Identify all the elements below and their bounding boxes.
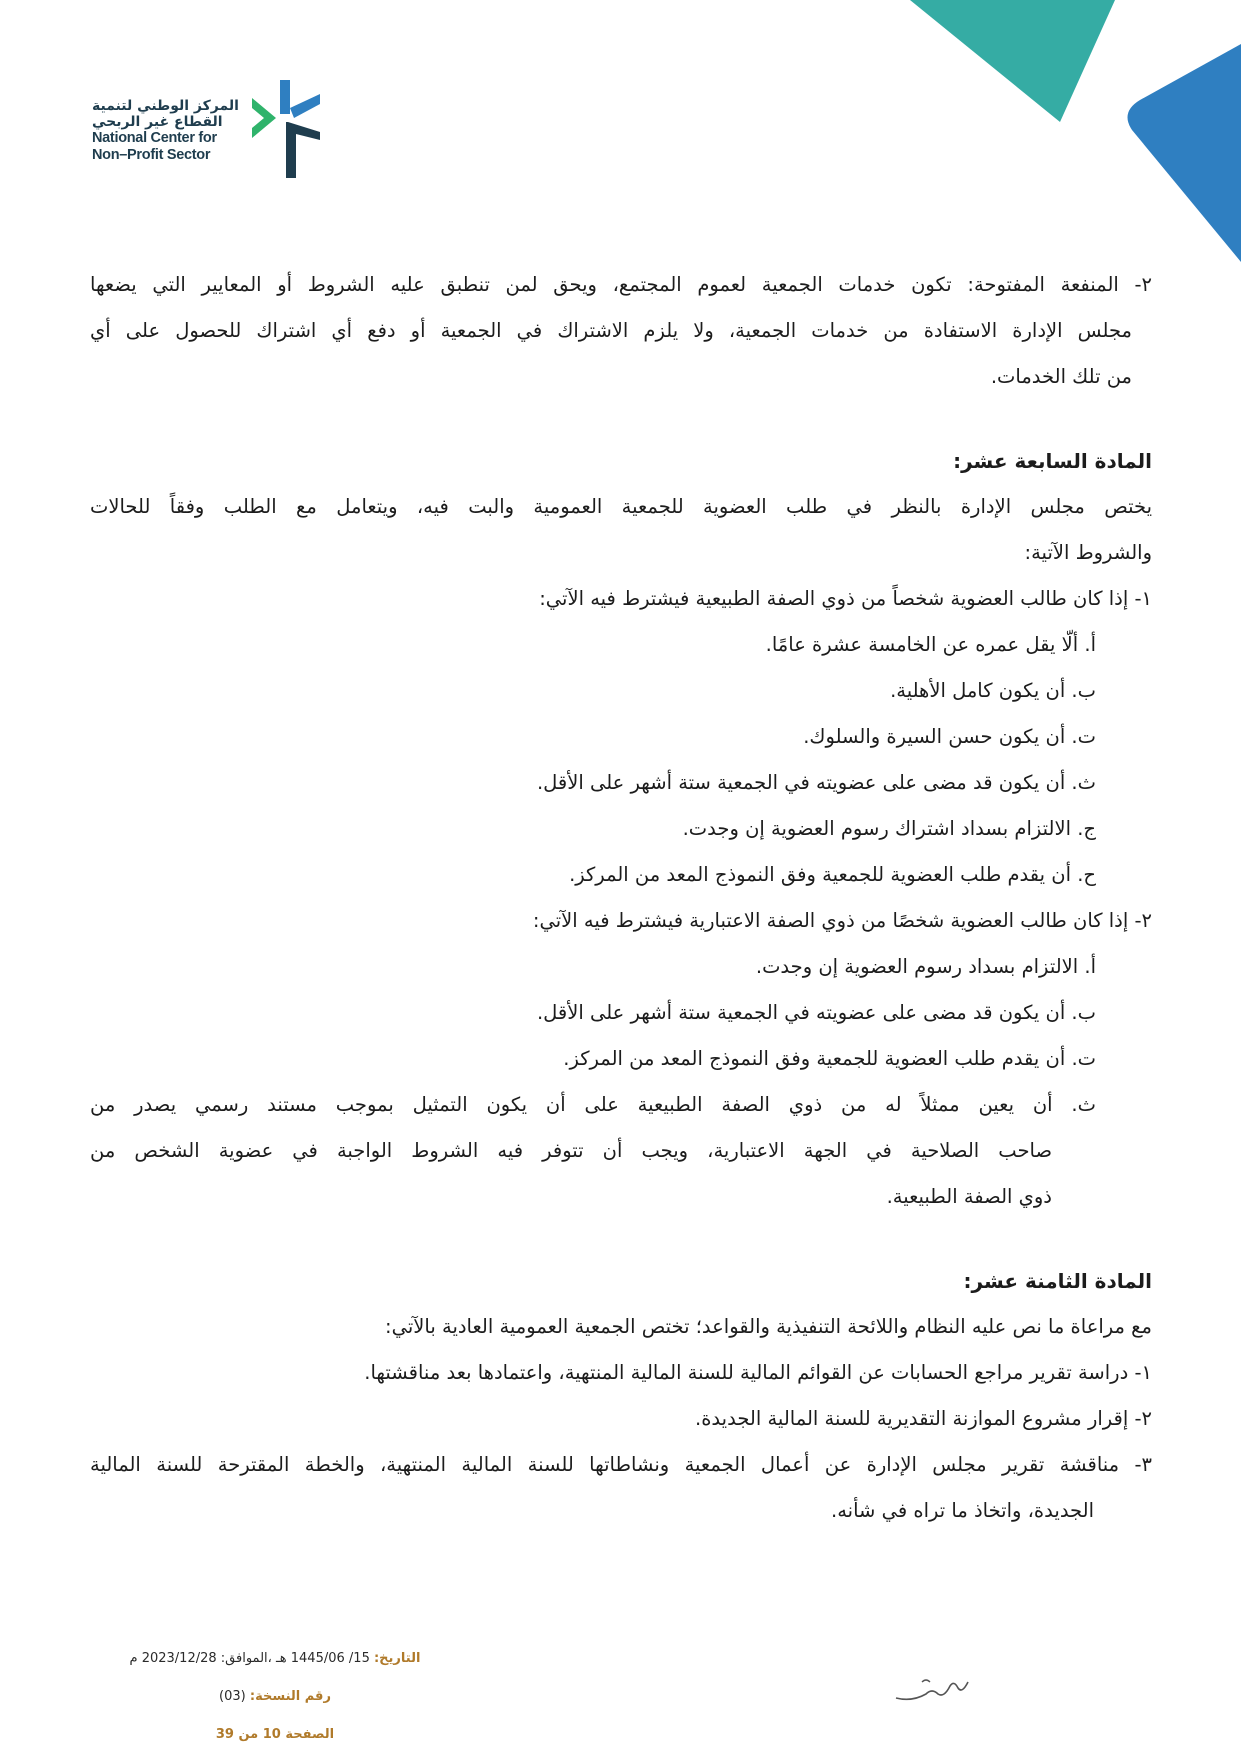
article-17-title: المادة السابعة عشر:	[953, 449, 1152, 473]
condition-legal-b: ب. أن يكون قد مضى على عضويته في الجمعية ستة أشهر على الأقل.	[536, 1001, 1096, 1024]
article-18-item-1: ١- دراسة تقرير مراجع الحسابات عن القوائم المالية للسنة المالية المنتهية، واعتمادها بعد مناقشتها.	[364, 1361, 1152, 1384]
teal-triangle-shape	[910, 0, 1115, 122]
logo-arabic-line-2: القطاع غير الربحي	[92, 114, 223, 130]
article-18-intro: مع مراعاة ما نص عليه النظام واللائحة التنفيذية والقواعد؛ تختص الجمعية العمومية العادية بالآتي:	[385, 1315, 1152, 1338]
condition-natural-h: ح. أن يقدم طلب العضوية للجمعية وفق النموذج المعد من المركز.	[569, 863, 1096, 886]
condition-natural-th: ث. أن يكون قد مضى على عضويته في الجمعية ستة أشهر على الأقل.	[536, 771, 1096, 794]
blue-corner-shape	[1128, 44, 1241, 262]
article-17-intro-line-2: والشروط الآتية:	[1024, 541, 1152, 564]
article-18-item-2: ٢- إقرار مشروع الموازنة التقديرية للسنة المالية الجديدة.	[695, 1407, 1152, 1430]
page-footer	[110, 1640, 440, 1754]
condition-legal-th-line-3: ذوي الصفة الطبيعية.	[886, 1185, 1052, 1208]
footer-page-label: الصفحة	[285, 1727, 335, 1742]
footer-date-value: 15/ 1445/06 هـ ،الموافق: 2023/12/28 م	[129, 1651, 370, 1666]
footer-version	[110, 1678, 440, 1716]
condition-legal-th-line-2: صاحب الصلاحية في الجهة الاعتبارية، ويجب أن تتوفر فيه الشروط الواجبة في عضوية الشخص من	[90, 1139, 1052, 1162]
paragraph-open-benefit-line-1: ٢- المنفعة المفتوحة: تكون خدمات الجمعية لعموم المجتمع، ويحق لمن تنطبق عليه الشروط أو المعايير التي يضعها	[90, 273, 1152, 296]
footer-page-of: من	[238, 1727, 259, 1742]
logo-english-line-1: National Center for	[92, 130, 217, 146]
logo-english-line-2: Non–Profit Sector	[92, 147, 211, 163]
footer-page-number	[110, 1716, 440, 1754]
condition-natural-a: أ. ألّا يقل عمره عن الخامسة عشرة عامًا.	[765, 633, 1096, 656]
condition-legal-t: ت. أن يقدم طلب العضوية للجمعية وفق النموذج المعد من المركز.	[563, 1047, 1096, 1070]
logo-text	[92, 98, 242, 164]
article-18-item-3-line-2: الجديدة، واتخاذ ما تراه في شأنه.	[831, 1499, 1094, 1522]
handwritten-signature	[892, 1668, 972, 1708]
footer-date	[110, 1640, 440, 1678]
article-18-title: المادة الثامنة عشر:	[963, 1269, 1152, 1293]
paragraph-open-benefit-line-2: مجلس الإدارة الاستفادة من خدمات الجمعية، ولا يلزم الاشتراك في الجمعية أو دفع أي اشتراك للحصول على أي	[90, 319, 1132, 342]
condition-natural-j: ج. الالتزام بسداد اشتراك رسوم العضوية إن وجدت.	[682, 817, 1096, 840]
footer-page-current: 10	[262, 1727, 281, 1742]
footer-page-total: 39	[215, 1727, 234, 1742]
condition-legal-a: أ. الالتزام بسداد رسوم العضوية إن وجدت.	[755, 955, 1096, 978]
condition-natural-b: ب. أن يكون كامل الأهلية.	[890, 679, 1096, 702]
logo-mark-icon	[250, 78, 330, 178]
paragraph-open-benefit-line-3: من تلك الخدمات.	[990, 365, 1132, 388]
condition-legal-person: ٢- إذا كان طالب العضوية شخصًا من ذوي الصفة الاعتبارية فيشترط فيه الآتي:	[532, 909, 1152, 932]
logo-arabic-line-1: المركز الوطني لتنمية	[92, 98, 239, 114]
condition-natural-t: ت. أن يكون حسن السيرة والسلوك.	[803, 725, 1096, 748]
condition-natural-person: ١- إذا كان طالب العضوية شخصاً من ذوي الصفة الطبيعية فيشترط فيه الآتي:	[539, 587, 1152, 610]
footer-version-label: رقم النسخة:	[249, 1689, 331, 1704]
condition-legal-th-line-1: ث. أن يعين ممثلاً له من ذوي الصفة الطبيعية على أن يكون التمثيل بموجب مستند رسمي يصدر من	[90, 1093, 1096, 1116]
footer-date-label: التاريخ:	[373, 1651, 421, 1666]
ncnp-logo	[92, 78, 332, 188]
article-18-item-3-line-1: ٣- مناقشة تقرير مجلس الإدارة عن أعمال الجمعية ونشاطاتها للسنة المالية المنتهية، والخطة المقترحة للسنة المالية	[90, 1453, 1152, 1476]
article-17-intro-line-1: يختص مجلس الإدارة بالنظر في طلب العضوية للجمعية العمومية والبت فيه، ويتعامل مع الطلب وفقاً للحالات	[90, 495, 1152, 518]
document-body	[90, 262, 1152, 1534]
footer-version-value: (03)	[219, 1689, 246, 1704]
